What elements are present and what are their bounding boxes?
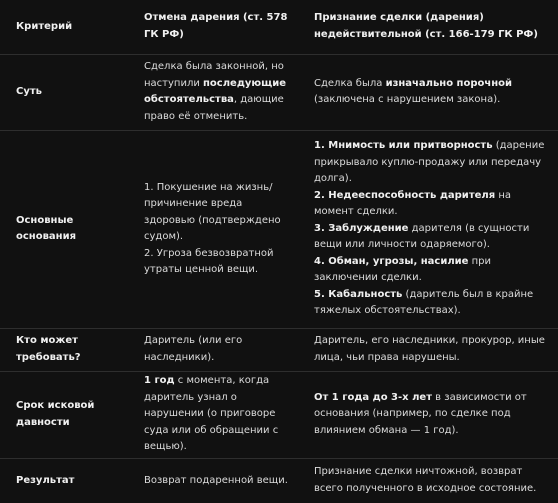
grounds-invalid-item: 4. Обман, угрозы, насилие при заключении сделки.	[314, 255, 492, 284]
grounds-cancel-item: 2. Угроза безвозвратной утраты ценной вещи.	[144, 247, 274, 275]
table-header-row	[0, 0, 558, 54]
cell-result-invalid: Признание сделки ничтожной, возврат всего полученного в исходное состояние.	[314, 466, 537, 494]
header-criterion: Критерий	[16, 20, 73, 32]
row-label-grounds: Основные основания	[16, 214, 76, 242]
cell-term-invalid: От 1 года до 3-х лет в зависимости от основания (например, по сделке под влиянием обмана — 1 год).	[314, 391, 527, 436]
cell-grounds-cancel	[128, 130, 298, 328]
cell-result-cancel: Возврат подаренной вещи.	[144, 474, 288, 486]
cell-term-cancel: 1 год с момента, когда даритель узнал о нарушении (о приговоре суда или об обращении с вещью).	[144, 375, 279, 453]
grounds-invalid-item: 2. Недееспособность дарителя на момент сделки.	[314, 189, 511, 218]
cell-essence-cancel: Сделка была законной, но наступили последующие обстоятельства, дающие право её отменить.	[144, 61, 286, 122]
cell-grounds-invalid	[298, 130, 558, 328]
table-row-term	[0, 371, 558, 458]
table-row-result	[0, 458, 558, 503]
grounds-invalid-item: 5. Кабальность (даритель был в крайне тяжелых обстоятельствах).	[314, 288, 534, 317]
cell-essence-invalid: Сделка была изначально порочной (заключена с нарушением закона).	[314, 77, 513, 105]
row-label-who: Кто может требовать?	[16, 335, 81, 363]
grounds-cancel-item: 1. Покушение на жизнь/ причинение вреда здоровью (подтверждено судом).	[144, 181, 281, 242]
cell-who-invalid: Даритель, его наследники, прокурор, иные лица, чьи права нарушены.	[314, 335, 545, 363]
header-invalid-deal: Признание сделки (дарения) недействительной (ст. 166-179 ГК РФ)	[314, 12, 538, 40]
header-cancel-gift: Отмена дарения (ст. 578 ГК РФ)	[144, 12, 288, 40]
grounds-invalid-item: 3. Заблуждение дарителя (в сущности вещи или личности одаряемого).	[314, 222, 530, 251]
row-label-term: Срок исковой давности	[16, 400, 95, 428]
table-row-who	[0, 328, 558, 371]
row-label-result: Результат	[16, 474, 75, 486]
row-label-essence: Суть	[16, 85, 42, 97]
grounds-invalid-item: 1. Мнимость или притворность (дарение прикрывало куплю-продажу или передачу долга).	[314, 140, 545, 185]
table-row-grounds	[0, 130, 558, 328]
cell-who-cancel: Даритель (или его наследники).	[144, 335, 243, 363]
table-row-essence	[0, 54, 558, 130]
